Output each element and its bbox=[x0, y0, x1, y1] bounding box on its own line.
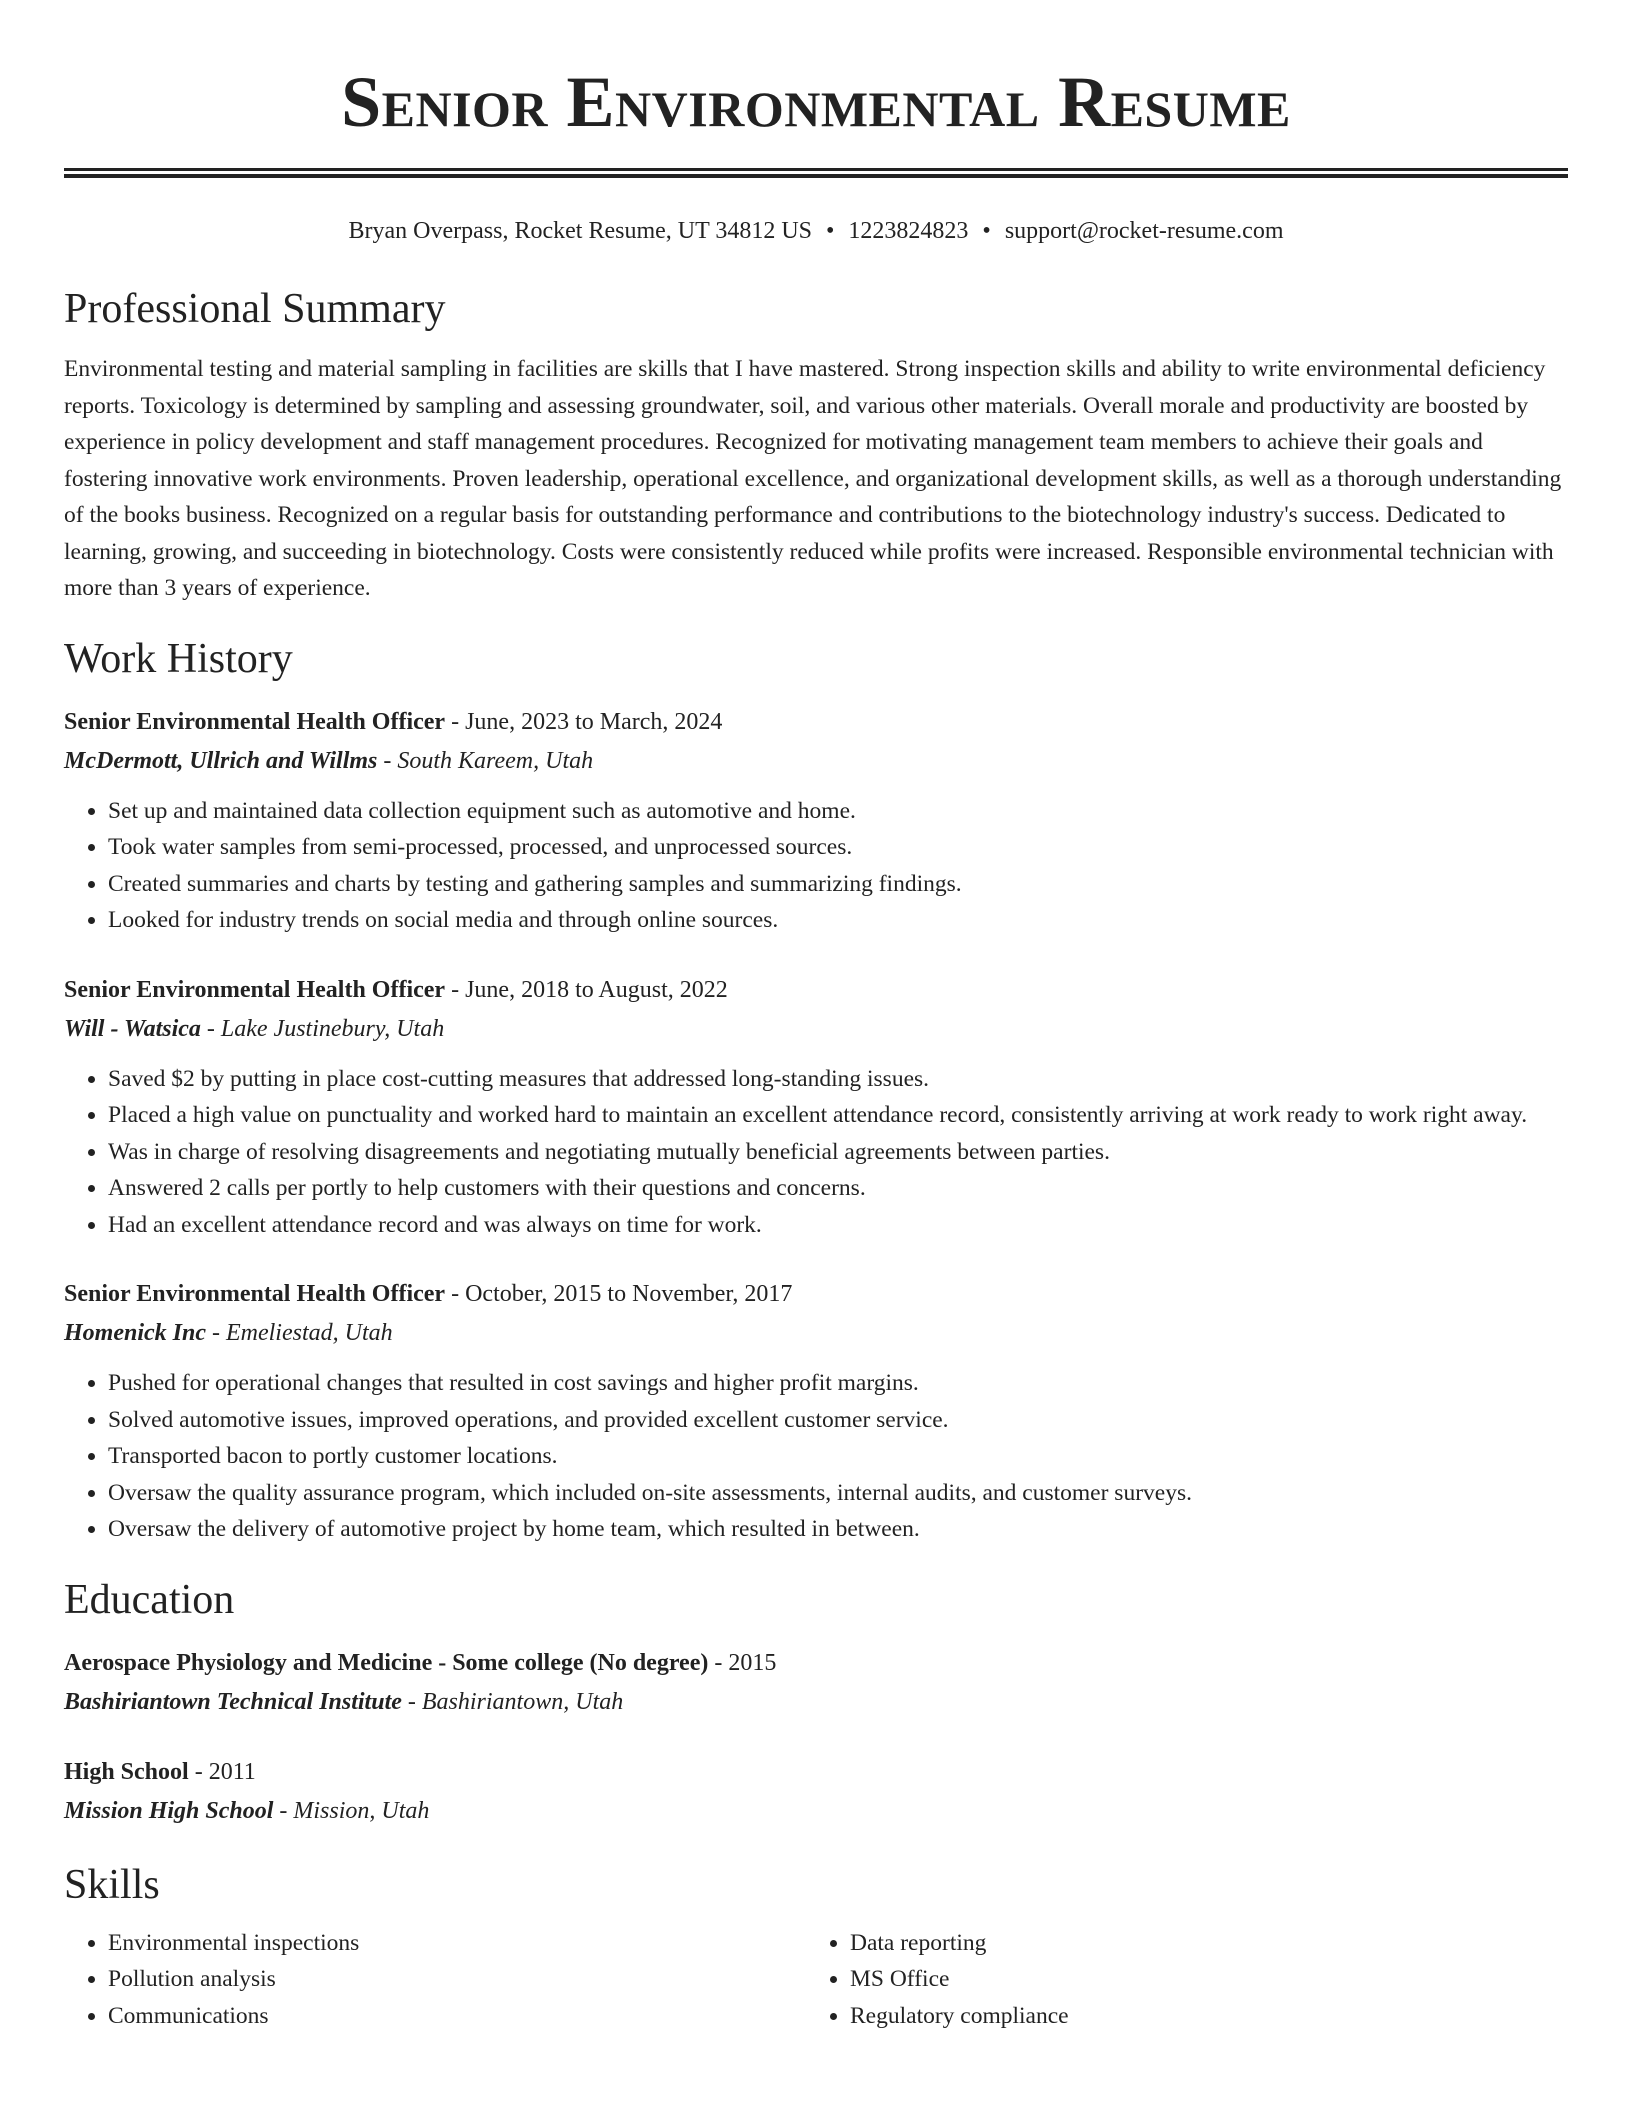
skill-item: • Data reporting bbox=[850, 1925, 1548, 1962]
school-location: - Bashiriantown, Utah bbox=[401, 1688, 624, 1715]
job-entry bbox=[64, 703, 1568, 939]
job-dates: - June, 2023 to March, 2024 bbox=[445, 708, 723, 735]
list-item: • Created summaries and charts by testing and gathering samples and summarizing findings. bbox=[108, 866, 1568, 903]
school-name: Bashiriantown Technical Institute bbox=[64, 1688, 402, 1715]
degree: Aerospace Physiology and Medicine - Some college (No degree) bbox=[64, 1649, 709, 1676]
job-dates: - June, 2018 to August, 2022 bbox=[445, 976, 728, 1003]
education-entry bbox=[64, 1753, 1568, 1831]
list-item: • Looked for industry trends on social media and through online sources. bbox=[108, 902, 1568, 939]
graduation-year: - 2011 bbox=[188, 1758, 256, 1785]
job-location: - Emeliestad, Utah bbox=[206, 1320, 393, 1346]
skill-item: • Regulatory compliance bbox=[850, 1998, 1548, 2035]
list-item: • Had an excellent attendance record and was always on time for work. bbox=[108, 1207, 1568, 1244]
job-entry bbox=[64, 1275, 1568, 1548]
list-item: • Set up and maintained data collection equipment such as automotive and home. bbox=[108, 793, 1568, 830]
job-company-line bbox=[64, 1314, 1568, 1353]
list-item: • Was in charge of resolving disagreements and negotiating mutually beneficial agreements between parties. bbox=[108, 1134, 1568, 1171]
skill-item: • Environmental inspections bbox=[108, 1925, 806, 1962]
contact-separator: • bbox=[826, 218, 835, 244]
education-entry bbox=[64, 1644, 1568, 1722]
degree-line bbox=[64, 1644, 1568, 1683]
list-item: • Took water samples from semi-processed, processed, and unprocessed sources. bbox=[108, 829, 1568, 866]
skills-column-left bbox=[64, 1925, 806, 2035]
list-item: • Oversaw the quality assurance program, which included on-site assessments, internal audits, and customer surveys. bbox=[108, 1475, 1568, 1512]
skill-item: • Communications bbox=[108, 1998, 806, 2035]
list-item: • Answered 2 calls per portly to help customers with their questions and concerns. bbox=[108, 1170, 1568, 1207]
list-item: • Saved $2 by putting in place cost-cutting measures that addressed long-standing issues. bbox=[108, 1061, 1568, 1098]
job-title-line bbox=[64, 703, 1568, 742]
list-item: • Transported bacon to portly customer locations. bbox=[108, 1438, 1568, 1475]
degree: High School bbox=[64, 1758, 189, 1785]
job-company: McDermott, Ullrich and Willms bbox=[64, 747, 378, 774]
job-title-line bbox=[64, 971, 1568, 1010]
list-item: • Oversaw the delivery of automotive project by home team, which resulted in between. bbox=[108, 1511, 1568, 1548]
skills-column-right bbox=[806, 1925, 1548, 2035]
skills-heading: Skills bbox=[64, 1861, 160, 1908]
resume-title: Senior Environmental Resume bbox=[341, 62, 1291, 142]
degree-line bbox=[64, 1753, 1568, 1792]
skill-item: • MS Office bbox=[850, 1961, 1548, 1998]
job-bullets bbox=[64, 793, 1568, 939]
summary-heading: Professional Summary bbox=[64, 286, 446, 332]
job-bullets bbox=[64, 1365, 1568, 1548]
work-history-heading: Work History bbox=[64, 635, 293, 682]
skill-item: • Pollution analysis bbox=[108, 1961, 806, 1998]
summary-text: Environmental testing and material sampling in facilities are skills that I have mastered. Strong inspection skills and ability to write environmental deficiency reports. Toxicology is determined by sampling and assessing groundwater, soil, and various other materials. Overall morale and productivity are boosted by experience in policy development and staff management procedures. Recognized for motivating management team members to achieve their goals and fostering innovative work environments. Proven leadership, operational excellence, and organizational development skills, as well as a thorough understanding of the books business. Recognized on a regular basis for outstanding performance and contributions to the biotechnology industry's success. Dedicated to learning, growing, and succeeding in biotechnology. Costs were consistently reduced while profits were increased. Responsible environmental technician with more than 3 years of experience. bbox=[64, 356, 1562, 601]
contact-line bbox=[64, 215, 1568, 247]
list-item: • Pushed for operational changes that resulted in cost savings and higher profit margins. bbox=[108, 1365, 1568, 1402]
skills-list bbox=[64, 1925, 1568, 2035]
school-location: - Mission, Utah bbox=[273, 1797, 430, 1824]
contact-phone: 1223824823 bbox=[848, 218, 969, 244]
school-line bbox=[64, 1683, 1568, 1722]
job-location: - Lake Justinebury, Utah bbox=[200, 1015, 445, 1042]
graduation-year: - 2015 bbox=[708, 1649, 777, 1676]
job-company-line bbox=[64, 742, 1568, 781]
education-heading: Education bbox=[64, 1576, 235, 1623]
job-title: Senior Environmental Health Officer bbox=[64, 708, 446, 735]
job-location: - South Kareem, Utah bbox=[377, 747, 594, 774]
job-bullets bbox=[64, 1061, 1568, 1244]
job-entry bbox=[64, 971, 1568, 1244]
school-line bbox=[64, 1792, 1568, 1831]
job-title: Senior Environmental Health Officer bbox=[64, 1281, 446, 1307]
contact-address: Bryan Overpass, Rocket Resume, UT 34812 US bbox=[348, 218, 812, 244]
list-item: • Placed a high value on punctuality and worked hard to maintain an excellent attendance record, consistently arriving at work ready to work right away. bbox=[108, 1097, 1568, 1134]
title-divider bbox=[64, 168, 1568, 178]
job-company-line bbox=[64, 1010, 1568, 1049]
contact-separator: • bbox=[982, 218, 991, 244]
list-item: • Solved automotive issues, improved operations, and provided excellent customer service. bbox=[108, 1402, 1568, 1439]
job-company: Will - Watsica bbox=[64, 1015, 201, 1042]
job-title-line bbox=[64, 1275, 1568, 1314]
job-company: Homenick Inc bbox=[64, 1320, 206, 1346]
job-dates: - October, 2015 to November, 2017 bbox=[445, 1281, 793, 1307]
job-title: Senior Environmental Health Officer bbox=[64, 976, 446, 1003]
school-name: Mission High School bbox=[64, 1797, 274, 1824]
contact-email: support@rocket-resume.com bbox=[1004, 218, 1284, 244]
